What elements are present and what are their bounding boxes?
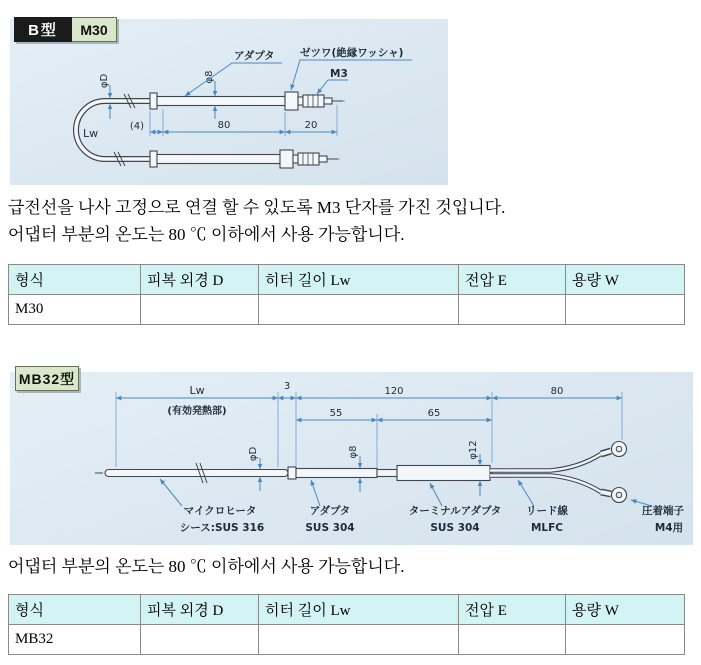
section-mb32-model-tag: MB32型 [15,366,79,391]
svg-text:φ12: φ12 [468,440,479,460]
table-header-row [9,595,685,625]
terminal-adapter-cylinder [397,466,490,481]
diagram-panel-mb32 [10,372,693,545]
svg-text:φD: φD [99,73,110,89]
label-adapter [305,480,354,534]
col-header-heater-length: 히터 길이 Lw [259,265,459,295]
label-crimp-terminal [631,500,684,534]
section-b-description [8,194,505,248]
crimp-ring-terminal-lower [601,488,627,503]
svg-text:アダプタ: アダプタ [309,505,351,517]
label-micro-heater [160,479,264,534]
svg-text:(有効発熱部): (有効発熱部) [167,406,227,417]
svg-text:圧着端子: 圧着端子 [642,505,684,517]
table-row [9,295,685,325]
dimension-120 [296,386,492,398]
section-b-type-tag: B型 [14,17,72,42]
col-header-sheath-od: 피복 외경 D [141,265,259,295]
dimension-80 [492,386,622,398]
adapter-tube [296,469,377,478]
svg-text:3: 3 [283,381,291,392]
svg-text:M3: M3 [330,68,348,80]
col-header-wattage: 용량 W [566,265,685,295]
svg-text:SUS 304: SUS 304 [305,522,355,534]
dimension-80 [163,112,285,136]
cell-heater-length [259,295,459,325]
diagram-panel-b [10,19,448,185]
dimension-phi-d [99,74,112,119]
extension-lines [116,392,622,468]
heater-diagram-m30 [10,19,448,185]
cell-sheath-od [141,625,259,655]
col-header-voltage: 전압 E [459,265,566,295]
label-insulation-washer [291,46,412,90]
svg-text:SUS 304: SUS 304 [430,522,480,534]
label-adapter [185,49,282,96]
description-line: 어댑터 부분의 온도는 80 ℃ 이하에서 사용 가능합니다. [8,557,405,576]
collar [288,467,296,479]
description-line-1: 급전선을 나사 고정으로 연결 할 수 있도록 M3 단자를 가진 것입니다. [8,198,506,217]
col-header-type: 형식 [9,595,141,625]
dimension-55 [296,408,377,420]
heater-diagram-mb32 [10,372,693,545]
svg-text:120: 120 [384,386,404,397]
svg-text:ターミナルアダプタ: ターミナルアダプタ [408,505,502,517]
dimension-phi-d [248,447,262,491]
label-lead-wire [518,480,568,534]
cell-voltage [459,295,566,325]
section-b-tag [14,17,117,42]
table-header-row [9,265,685,295]
svg-text:20: 20 [304,120,318,131]
dimension-65 [377,408,492,420]
svg-text:M4用: M4用 [654,522,684,534]
svg-text:80: 80 [217,120,231,131]
cell-heater-length [259,625,459,655]
cell-type: M30 [9,295,141,325]
col-header-type: 형식 [9,265,141,295]
spec-table-mb32 [8,594,685,655]
svg-text:MLFC: MLFC [530,522,564,534]
svg-text:φD: φD [248,446,259,462]
neck-tube [377,470,397,477]
col-header-wattage: 용량 W [566,595,685,625]
svg-text:80: 80 [550,386,564,397]
svg-text:φ8: φ8 [204,70,215,84]
svg-text:(4): (4) [129,121,145,132]
cell-sheath-od [141,295,259,325]
svg-text:リード線: リード線 [526,505,568,517]
section-b-model-tag: M30 [72,17,117,42]
svg-text:55: 55 [329,408,343,419]
crimp-ring-terminal-upper [601,442,627,457]
dimension-3 [278,381,296,398]
cell-wattage [566,625,685,655]
svg-text:シース:SUS 316: シース:SUS 316 [179,522,265,534]
svg-text:65: 65 [427,408,441,419]
spec-table-m30 [8,264,685,325]
cell-type: MB32 [9,625,141,655]
description-line-2: 어댑터 부분의 온도는 80 ℃ 이하에서 사용 가능합니다. [8,225,405,244]
section-mb32-tag [15,366,79,391]
table-row [9,625,685,655]
label-terminal-adapter [409,483,502,534]
section-mb32-description [8,553,404,580]
dimension-lw [116,384,278,417]
svg-text:φ8: φ8 [348,445,359,459]
svg-text:ゼツワ(絶縁ワッシャ): ゼツワ(絶縁ワッシャ) [300,47,404,59]
cell-voltage [459,625,566,655]
cell-wattage [566,295,685,325]
label-m3-terminal [317,68,348,94]
dimension-4 [130,109,163,136]
col-header-voltage: 전압 E [459,595,566,625]
top-adapter-assembly [150,92,343,110]
svg-text:マイクロヒータ: マイクロヒータ [183,505,257,517]
label-lw: Lw [83,127,99,140]
col-header-heater-length: 히터 길이 Lw [259,595,459,625]
col-header-sheath-od: 피복 외경 D [141,595,259,625]
bottom-adapter-assembly [150,150,338,168]
svg-text:Lw: Lw [189,384,205,397]
svg-text:アダプタ: アダプタ [234,50,275,62]
lead-wires [490,454,601,492]
